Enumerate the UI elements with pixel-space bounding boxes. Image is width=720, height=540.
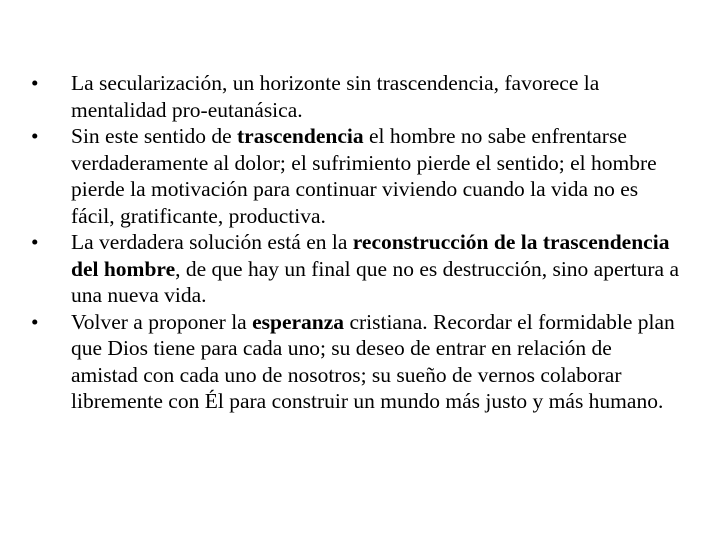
bullet-text [71, 230, 679, 307]
bullet-segment-bold: trascendencia [237, 124, 364, 148]
bullet-segment-bold: reconstrucción de la trascendencia del hombre [71, 230, 670, 281]
bullet-segment: el hombre no sabe enfrentarse verdaderamente al dolor; el sufrimiento pierde el sentido; el hombre pierde la motivación para continuar viviendo cuando la vida no es fácil, gratificante, productiva. [71, 124, 657, 228]
bullet-text [71, 310, 675, 414]
bullet-list [31, 70, 681, 415]
bullet-segment: cristiana. Recordar el formidable plan que Dios tiene para cada uno; su deseo de entrar en relación de amistad con cada uno de nosotros; su sueño de vernos colaborar libremente con Él para construir un mundo más justo y más humano. [71, 309, 675, 413]
bullet-text [71, 71, 599, 122]
bullet-segment: La verdadera solución está en la [71, 230, 353, 254]
bullet-text [71, 124, 657, 228]
bullet-item [31, 229, 681, 309]
bullet-dot-icon: • [31, 309, 39, 334]
bullet-item [31, 70, 681, 123]
bullet-item [31, 123, 681, 229]
bullet-segment: , de que hay un final que no es destrucción, sino apertura a una nueva vida. [71, 256, 680, 307]
bullet-item [31, 309, 681, 415]
bullet-dot-icon: • [31, 230, 39, 254]
bullet-segment: Volver a proponer la [71, 309, 253, 334]
bullet-segment-bold: esperanza [252, 309, 345, 334]
bullet-segment: Sin este sentido de [71, 124, 238, 148]
bullet-dot-icon: • [31, 71, 39, 95]
bullet-dot-icon: • [31, 124, 39, 148]
bullet-segment: La secularización, un horizonte sin trascendencia, favorece la mentalidad pro-eutanásica. [71, 71, 600, 122]
